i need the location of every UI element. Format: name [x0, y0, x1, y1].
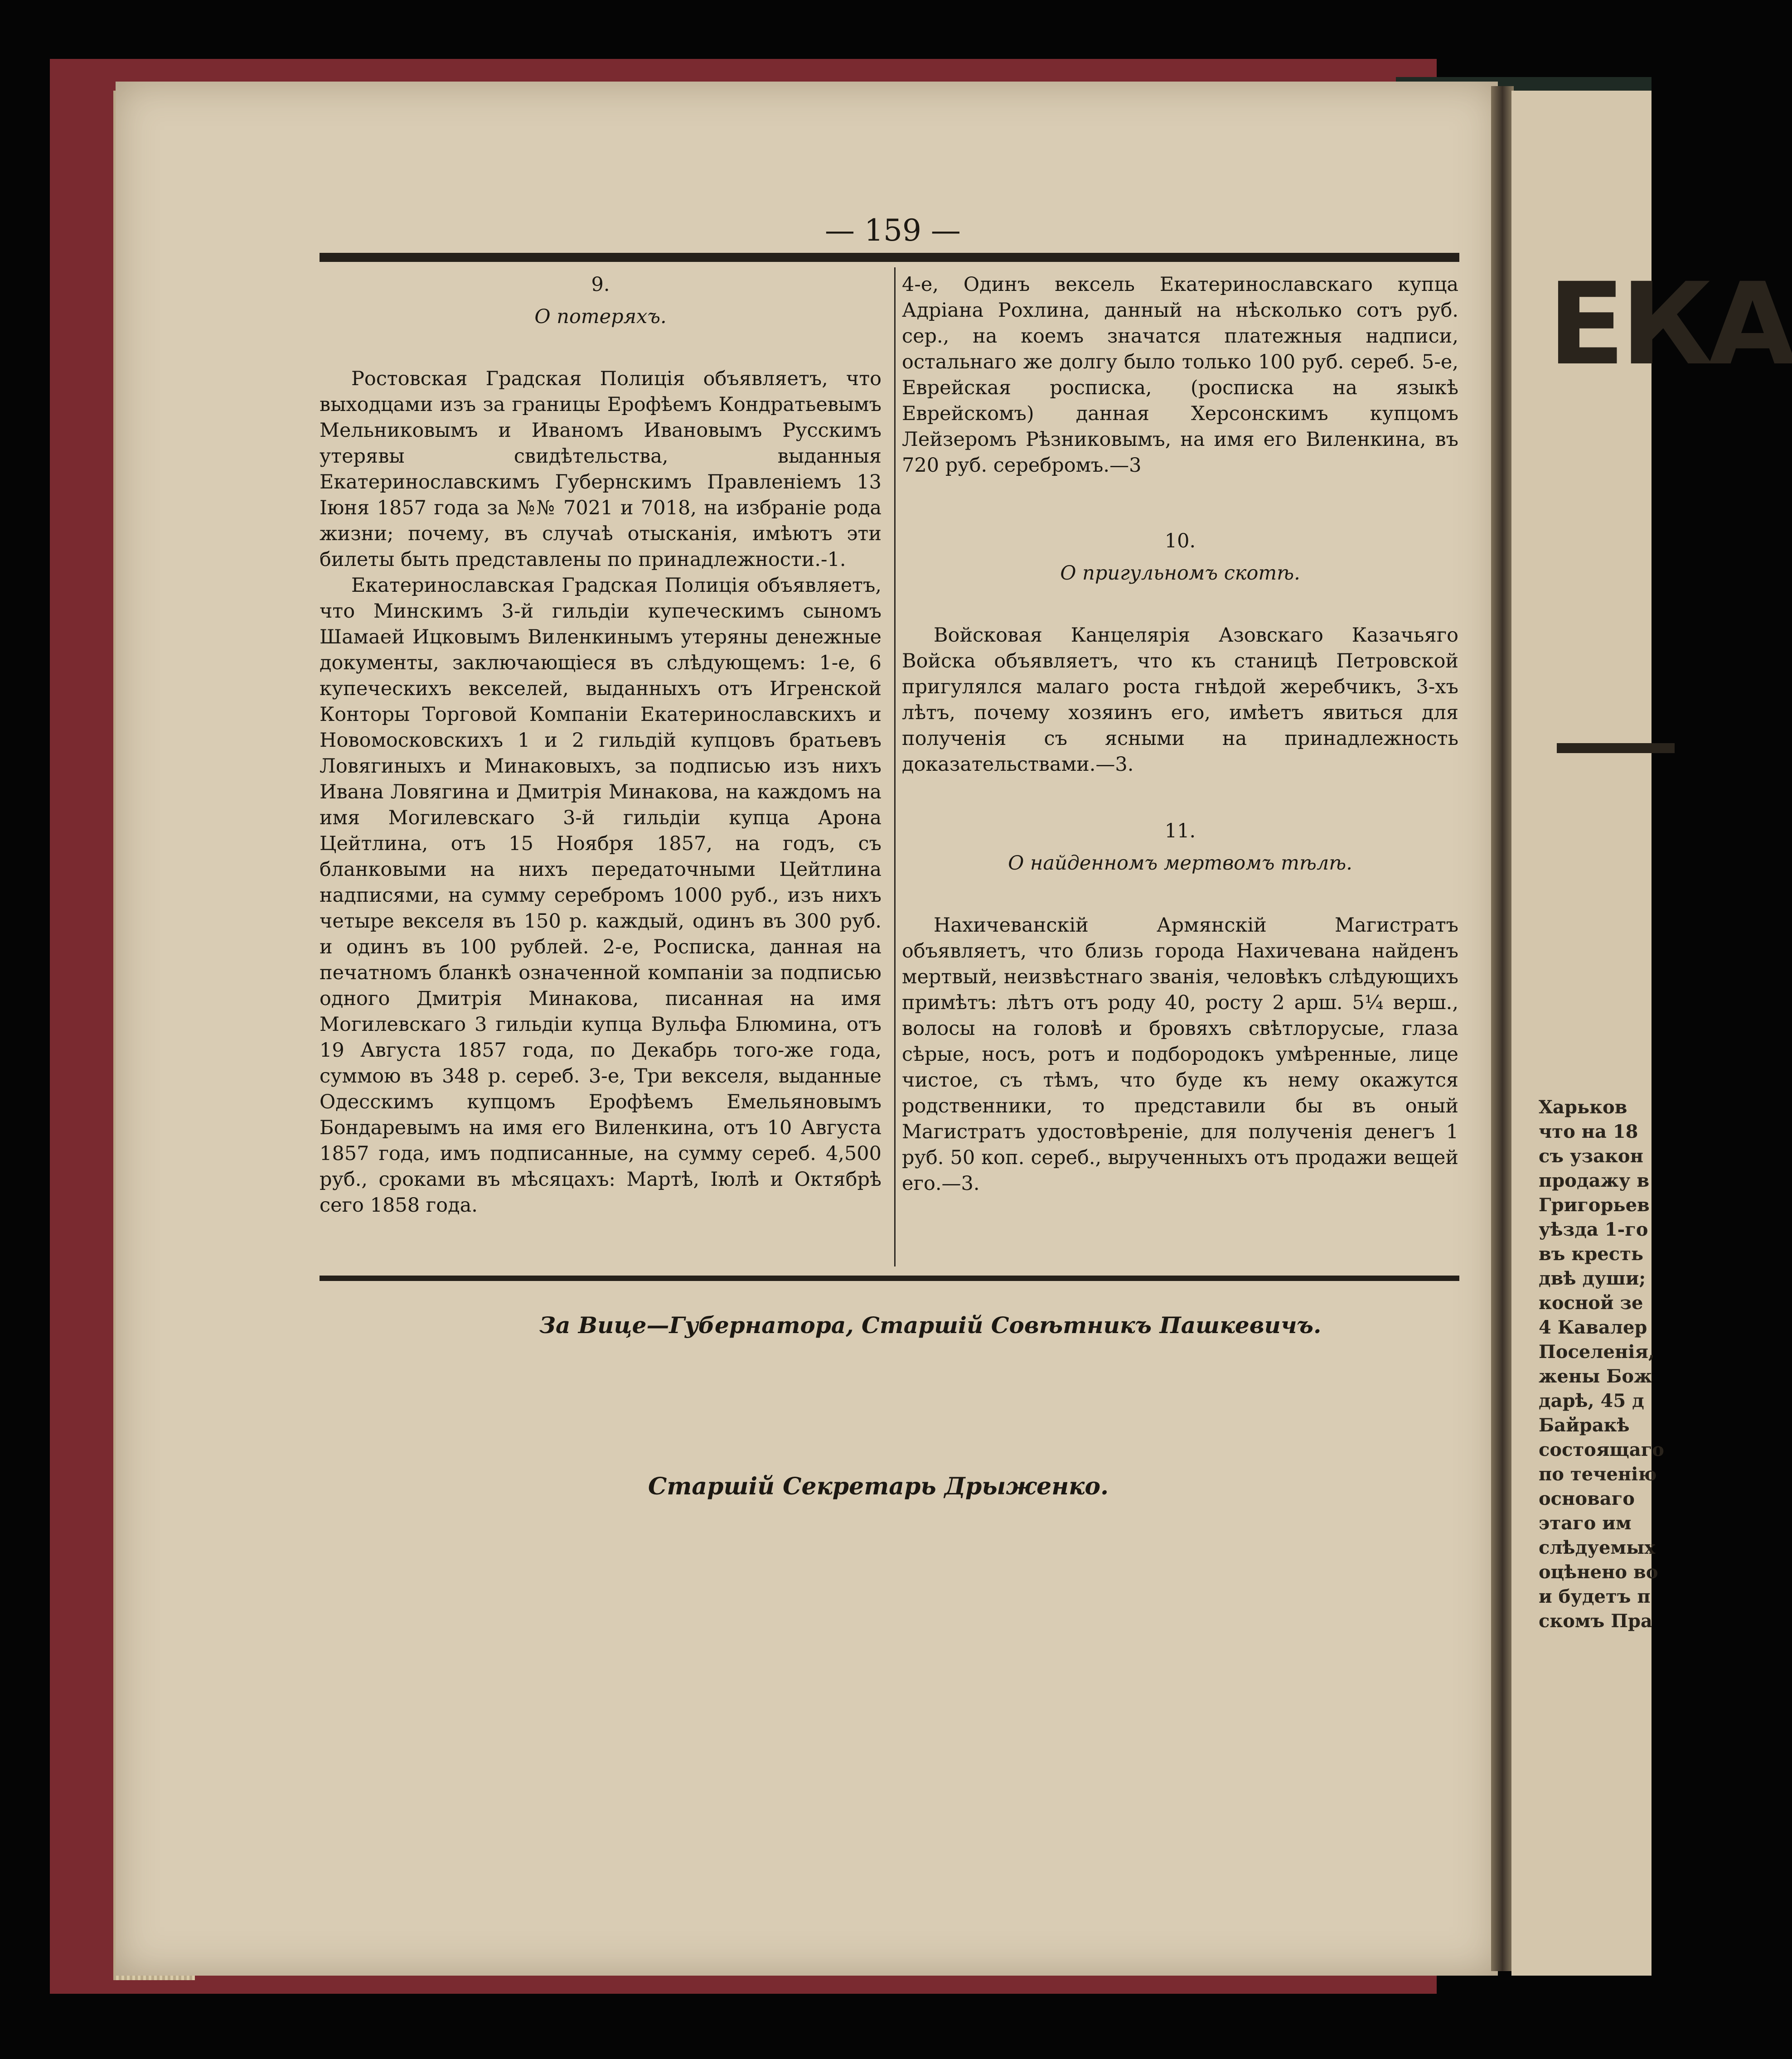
- paragraph: Екатеринославская Градская Полиція объявляетъ, что Минскимъ 3-й гильдіи купеческимъ сыномъ Шамаей Ицковымъ Виленкинымъ утеряны денежные документы, заключающіеся въ слѣдующемъ: 1-е, 6 купеческихъ векселей, выданныхъ отъ Игренской Конторы Торговой Компаніи Екатеринославскихъ и Новомосковскихъ 1 и 2 гильдій купцовъ братьевъ Ловягиныхъ и Минаковыхъ, за подписью изъ нихъ Ивана Ловягина и Дмитрія Минакова, на каждомъ на имя Могилевскаго 3-й гильдіи купца Арона Цейтлина, отъ 15 Ноября 1857, на годъ, съ бланковыми на нихъ передаточными Цейтлина надписями, на сумму серебромъ 1000 руб., изъ нихъ четыре векселя въ 150 р. каждый, одинъ въ 300 руб. и одинъ въ 100 рублей. 2-е, Росписка, данная на печатномъ бланкѣ означенной компаніи за подписью одного Дмитрія Минакова, писанная на имя Могилевскаго 3 гильдіи купца Вульфа Блюмина, отъ 19 Августа 1857 года, по Декабрь того-же года, суммою въ 348 р. сереб. 3-е, Три векселя, выданные Одесскимъ купцомъ Ерофѣемъ Емельяновымъ Бондаревымъ на имя его Виленкина, отъ 10 Августа 1857 года, имъ подписанные, на сумму сереб. 4,500 руб., сроками въ мѣсяцахъ: Мартѣ, Іюлѣ и Октябрѣ сего 1858 года.: [320, 574, 881, 1217]
- section-number: 10.: [1164, 530, 1196, 552]
- left-column: [320, 272, 881, 1218]
- right-column: [902, 272, 1458, 1197]
- paragraph: Войсковая Канцелярія Азовскаго Казачьяго Войска объявляетъ, что къ станицѣ Петровской пригулялся малаго роста гнѣдой жеребчикъ, 3-хъ лѣтъ, почему хозяинъ его, имѣетъ явиться для полученія съ ясными на принадлежность доказательствами.—3.: [902, 624, 1458, 776]
- right-page-line: и будетъ п: [1539, 1586, 1651, 1607]
- section-number: 11.: [1164, 820, 1196, 842]
- vice-governor-signature: За Вице—Губернатора, Старшій Совѣтникъ Пашкевичъ.: [539, 1312, 1322, 1339]
- book-gutter: [1491, 86, 1514, 1971]
- right-page-line: оцѣнено во: [1539, 1561, 1658, 1583]
- right-page-line: этаго им: [1539, 1513, 1632, 1534]
- secretary-signature: Старшій Секретарь Дрыженко.: [648, 1473, 1109, 1500]
- page-number: — 159 —: [825, 213, 961, 248]
- right-page-line: продажу в: [1539, 1170, 1650, 1191]
- right-page-line: состоящаго: [1539, 1439, 1664, 1460]
- right-page-line: Григорьев: [1539, 1194, 1650, 1216]
- right-page-line: жены Бож: [1539, 1366, 1652, 1387]
- right-page-line: 4 Кавалер: [1539, 1317, 1647, 1338]
- right-page-line: скомъ Пра: [1539, 1610, 1652, 1632]
- right-page-line: двѣ души;: [1539, 1268, 1646, 1289]
- right-page-line: въ кресть: [1539, 1243, 1643, 1265]
- footer-rule: [320, 1276, 1459, 1281]
- right-page-line: съ узакон: [1539, 1146, 1643, 1167]
- right-page-line: уѣзда 1-го: [1539, 1219, 1648, 1240]
- right-page-line: слѣдуемых: [1539, 1537, 1656, 1558]
- section-number: 9.: [591, 273, 610, 296]
- right-page-line: Харьков: [1539, 1097, 1627, 1118]
- section-title: О найденномъ мертвомъ тѣлѣ.: [1008, 852, 1352, 875]
- right-page-line: по теченію: [1539, 1464, 1657, 1485]
- continuation-text: 4-е, Одинъ вексель Екатеринославскаго купца Адріана Рохлина, данный на нѣсколько сотъ руб. сер., на коемъ значатся платежныя надписи, остальнаго же долгу было только 100 руб. сереб. 5-е, Еврейская росписка, (росписка на языкѣ Еврейскомъ) данная Херсонскимъ купцомъ Лейзеромъ Рѣзниковымъ, на имя его Виленкина, въ 720 руб. серебромъ.—3: [902, 273, 1458, 477]
- paragraph: Нахичеванскій Армянскій Магистратъ объявляетъ, что близь города Нахичевана найденъ мертвый, неизвѣстнаго званія, человѣкъ слѣдующихъ примѣтъ: лѣтъ отъ роду 40, росту 2 арш. 5¼ верш., волосы на головѣ и бровяхъ свѣтлорусые, глаза сѣрые, носъ, ротъ и подбородокъ умѣренные, лице чистое, съ тѣмъ, что буде къ нему окажутся родственники, то представили бы въ оный Магистратъ удостовѣреніе, для полученія денегъ 1 руб. 50 коп. сереб., вырученныхъ отъ продажи вещей его.—3.: [902, 914, 1458, 1195]
- right-page-line: Поселенія,: [1539, 1341, 1655, 1363]
- right-page-heading: ЕКА: [1548, 258, 1792, 390]
- section-title: О пригульномъ скотѣ.: [1060, 562, 1300, 585]
- paragraph: Ростовская Градская Полиція объявляетъ, что выходцами изъ за границы Ерофѣемъ Кондратьевымъ Мельниковымъ и Иваномъ Ивановымъ Русскимъ утерявы свидѣтельства, выданныя Екатеринославскимъ Губернскимъ Правленіемъ 13 Іюня 1857 года за №№ 7021 и 7018, на избраніе рода жизни; почему, въ случаѣ отысканія, имѣютъ эти билеты быть представлены по принадлежности.-1.: [320, 367, 881, 571]
- right-page-fragment: [1511, 91, 1792, 1976]
- right-page-line: Байракѣ: [1539, 1415, 1630, 1436]
- right-page-rule: [1557, 743, 1675, 753]
- right-page-line: что на 18: [1539, 1121, 1638, 1142]
- right-page-line: дарѣ, 45 д: [1539, 1390, 1644, 1411]
- column-divider: [894, 267, 896, 1266]
- right-page-line: основаго: [1539, 1488, 1635, 1509]
- header-rule: [320, 253, 1459, 262]
- section-title: О потеряхъ.: [534, 305, 667, 328]
- right-page-line: косной зе: [1539, 1292, 1643, 1314]
